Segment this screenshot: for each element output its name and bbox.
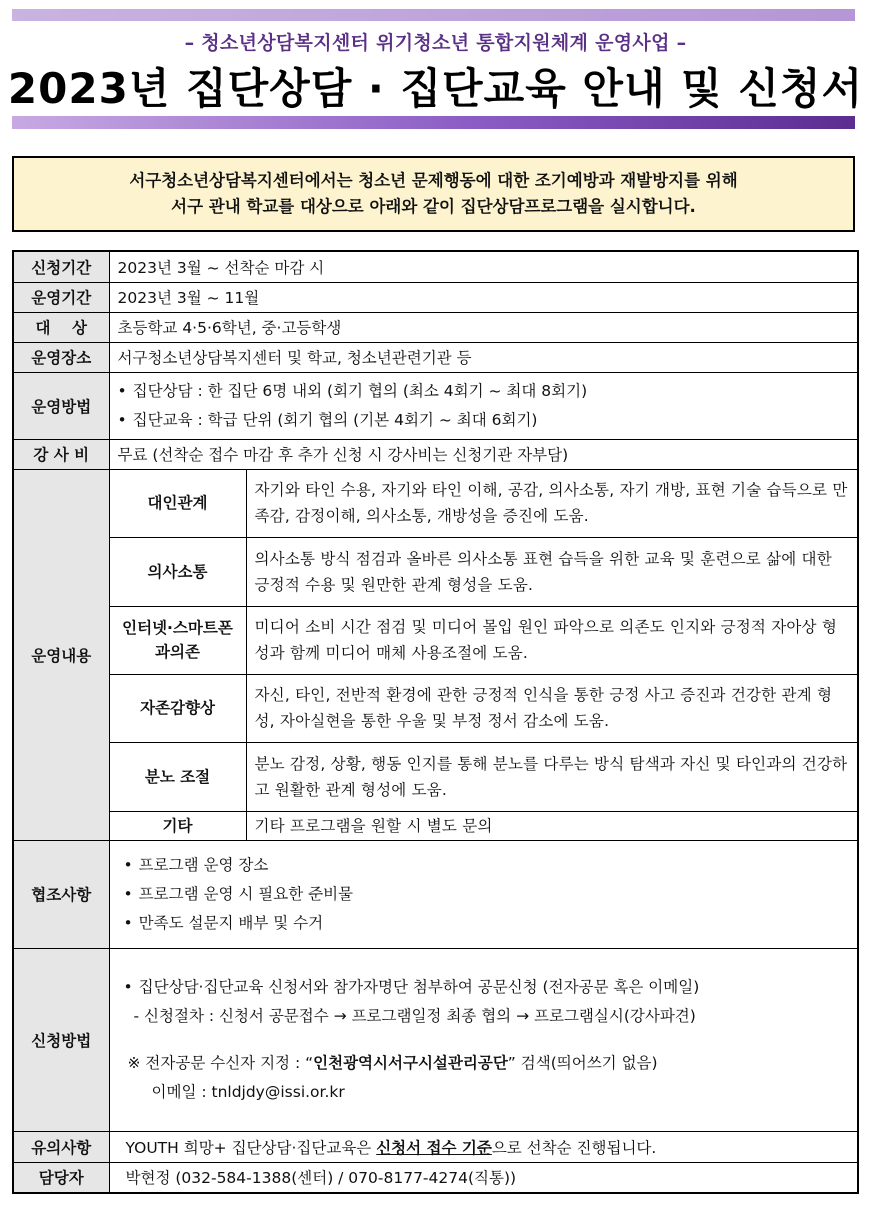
info-table bbox=[12, 250, 859, 1194]
intro-box bbox=[12, 156, 855, 232]
value-fee: 무료 (선착순 접수 마감 후 추가 신청 시 강사비는 신청기관 자부담) bbox=[109, 439, 858, 469]
label-apply-period: 신청기간 bbox=[13, 251, 109, 282]
row-cooperation bbox=[13, 840, 858, 948]
value-notice bbox=[109, 1131, 858, 1162]
content-row-communication bbox=[13, 537, 858, 606]
row-fee bbox=[13, 439, 858, 469]
apply-email: 이메일 : tnldjdy@issi.or.kr bbox=[151, 1082, 345, 1101]
notice-suffix: 으로 선착순 진행됩니다. bbox=[491, 1138, 657, 1157]
content-desc: 미디어 소비 시간 점검 및 미디어 몰입 원인 파악으로 의존도 인지와 긍정적 자아상 형성과 함께 미디어 매체 사용조절에 도움. bbox=[246, 606, 858, 674]
intro-line-2: 서구 관내 학교를 대상으로 아래와 같이 집단상담프로그램을 실시합니다. bbox=[171, 197, 696, 216]
value-method bbox=[109, 372, 858, 439]
value-cooperation bbox=[109, 840, 858, 948]
cooperation-item: • 프로그램 운영 시 필요한 준비물 bbox=[124, 880, 850, 909]
label-run-period: 운영기간 bbox=[13, 282, 109, 312]
content-row-anger bbox=[13, 742, 858, 811]
method-item: • 집단상담 : 한 집단 6명 내외 (회기 협의 (최소 4회기 ~ 최대 8회기) bbox=[118, 377, 850, 406]
notice-prefix: YOUTH 희망+ 집단상담·집단교육은 bbox=[125, 1138, 377, 1157]
label-target: 대 상 bbox=[13, 312, 109, 342]
value-contact: 박현정 (032-584-1388(센터) / 070-8177-4274(직통)) bbox=[109, 1162, 858, 1193]
row-place bbox=[13, 342, 858, 372]
apply-note-prefix: ※ 전자공문 수신자 지정 : “ bbox=[127, 1053, 314, 1072]
method-item: • 집단교육 : 학급 단위 (회기 협의 (기본 4회기 ~ 최대 6회기) bbox=[118, 406, 850, 435]
label-place: 운영장소 bbox=[13, 342, 109, 372]
row-contact bbox=[13, 1162, 858, 1193]
content-desc: 의사소통 방식 점검과 올바른 의사소통 표현 습득을 위한 교육 및 훈련으로 삶에 대한 긍정적 수용 및 원만한 관계 형성을 도움. bbox=[246, 537, 858, 606]
apply-procedure: - 신청절차 : 신청서 공문접수 → 프로그램일정 최종 협의 → 프로그램실시(강사파견) bbox=[133, 1006, 696, 1025]
content-name: 자존감향상 bbox=[109, 674, 246, 742]
content-row-etc bbox=[13, 811, 858, 840]
label-contact: 담당자 bbox=[13, 1162, 109, 1193]
content-name-line-1: 인터넷·스마트폰 bbox=[122, 619, 233, 637]
header-subtitle: – 청소년상담복지센터 위기청소년 통합지원체계 운영사업 – bbox=[184, 32, 687, 54]
cooperation-item: • 프로그램 운영 장소 bbox=[124, 851, 850, 880]
cooperation-item: • 만족도 설문지 배부 및 수거 bbox=[124, 909, 850, 938]
content-name: 대인관계 bbox=[109, 469, 246, 537]
row-apply-period bbox=[13, 251, 858, 282]
header-top-bar bbox=[12, 9, 855, 21]
content-desc: 기타 프로그램을 원할 시 별도 문의 bbox=[246, 811, 858, 840]
apply-method-bullet: • 집단상담·집단교육 신청서와 참가자명단 첨부하여 공문신청 (전자공문 혹은 이메일) bbox=[124, 973, 850, 1002]
label-method: 운영방법 bbox=[13, 372, 109, 439]
value-run-period: 2023년 3월 ~ 11월 bbox=[109, 282, 858, 312]
page-title: 2023년 집단상담 · 집단교육 안내 및 신청서 bbox=[7, 64, 864, 113]
row-apply-method bbox=[13, 948, 858, 1131]
content-name-line-2: 과의존 bbox=[155, 643, 200, 661]
label-apply-method: 신청방법 bbox=[13, 948, 109, 1131]
label-fee: 강 사 비 bbox=[13, 439, 109, 469]
row-notice bbox=[13, 1131, 858, 1162]
label-notice: 유의사항 bbox=[13, 1131, 109, 1162]
row-target bbox=[13, 312, 858, 342]
header-bottom-bar bbox=[12, 116, 855, 129]
content-name: 분노 조절 bbox=[109, 742, 246, 811]
intro-line-1: 서구청소년상담복지센터에서는 청소년 문제행동에 대한 조기예방과 재발방지를 위해 bbox=[129, 171, 738, 190]
apply-note-suffix: ” 검색(띄어쓰기 없음) bbox=[507, 1053, 658, 1072]
content-row-internet bbox=[13, 606, 858, 674]
label-contents: 운영내용 bbox=[13, 469, 109, 840]
value-apply-method bbox=[109, 948, 858, 1131]
content-desc: 자신, 타인, 전반적 환경에 관한 긍정적 인식을 통한 긍정 사고 증진과 건강한 관계 형성, 자아실현을 통한 우울 및 부정 정서 감소에 도움. bbox=[246, 674, 858, 742]
value-target: 초등학교 4·5·6학년, 중·고등학생 bbox=[109, 312, 858, 342]
row-method bbox=[13, 372, 858, 439]
apply-note bbox=[124, 1049, 850, 1078]
content-row-self-esteem bbox=[13, 674, 858, 742]
row-run-period bbox=[13, 282, 858, 312]
content-name: 기타 bbox=[109, 811, 246, 840]
content-desc: 자기와 타인 수용, 자기와 타인 이해, 공감, 의사소통, 자기 개방, 표현 기술 습득으로 만족감, 감정이해, 의사소통, 개방성을 증진에 도움. bbox=[246, 469, 858, 537]
value-place: 서구청소년상담복지센터 및 학교, 청소년관련기관 등 bbox=[109, 342, 858, 372]
content-name bbox=[109, 606, 246, 674]
content-desc: 분노 감정, 상황, 행동 인지를 통해 분노를 다루는 방식 탐색과 자신 및 타인과의 건강하고 원활한 관계 형성에 도움. bbox=[246, 742, 858, 811]
label-cooperation: 협조사항 bbox=[13, 840, 109, 948]
notice-emphasis: 신청서 접수 기준 bbox=[376, 1138, 492, 1157]
content-name: 의사소통 bbox=[109, 537, 246, 606]
apply-note-recipient: 인천광역시서구시설관리공단 bbox=[313, 1053, 508, 1072]
value-apply-period: 2023년 3월 ~ 선착순 마감 시 bbox=[109, 251, 858, 282]
content-row-relationships bbox=[13, 469, 858, 537]
